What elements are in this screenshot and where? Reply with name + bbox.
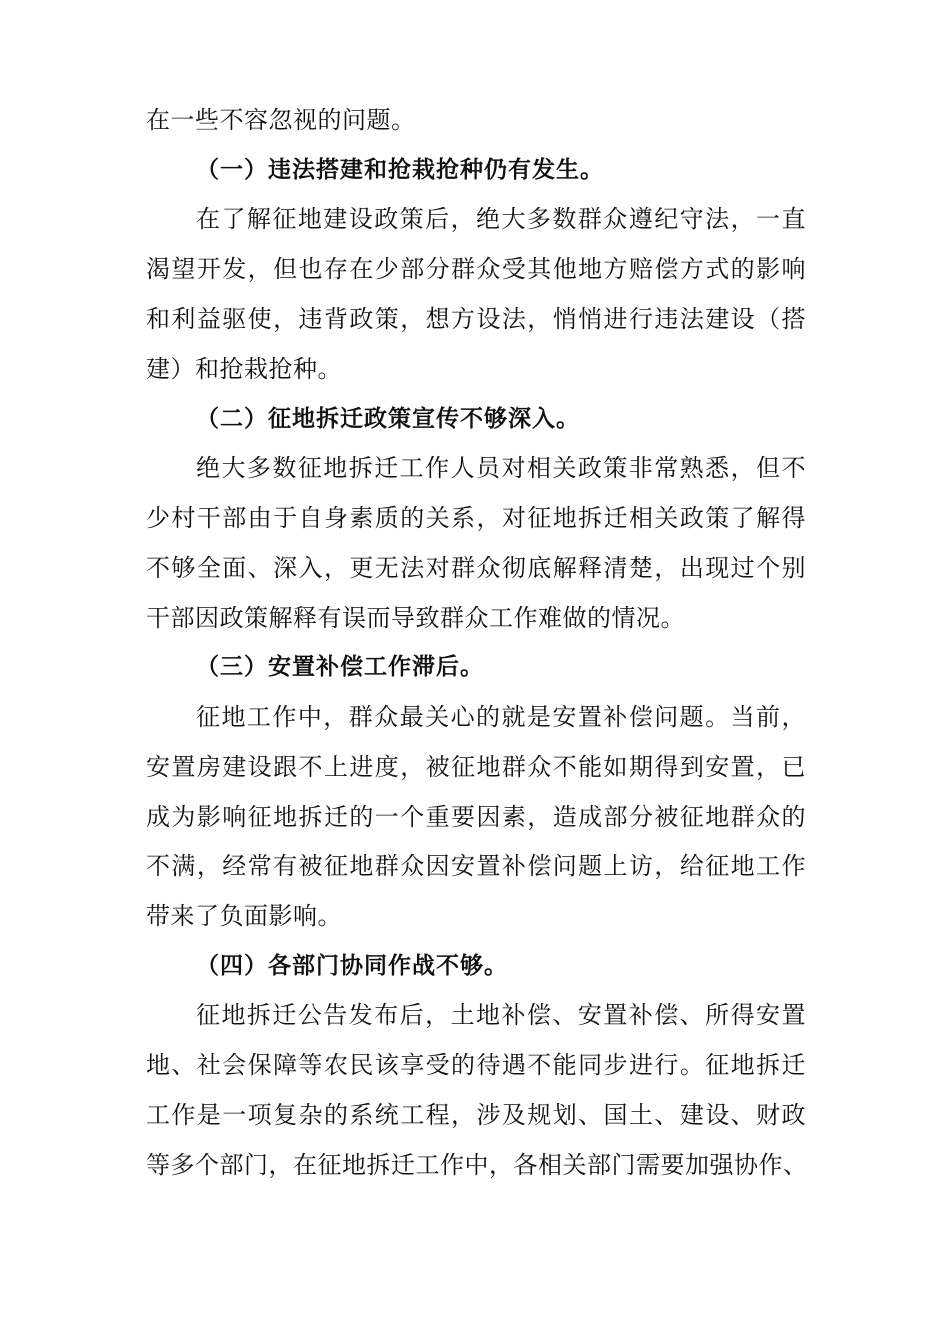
intro-tail-line: 在一些不容忽视的问题。 bbox=[146, 106, 416, 134]
section-1-line-1: 在了解征地建设政策后，绝大多数群众遵纪守法，一直 bbox=[196, 205, 806, 233]
section-2-line-1: 绝大多数征地拆迁工作人员对相关政策非常熟悉，但不 bbox=[196, 454, 806, 482]
section-2-line-3: 不够全面、深入，更无法对群众彻底解释清楚，出现过个别 bbox=[146, 554, 806, 582]
section-1-line-4: 建）和抢栽抢种。 bbox=[146, 355, 342, 383]
section-3-heading: （三）安置补偿工作滞后。 bbox=[196, 654, 484, 680]
section-4-line-4: 等多个部门，在征地拆迁工作中，各相关部门需要加强协作、 bbox=[146, 1151, 808, 1179]
section-4-line-3: 工作是一项复杂的系统工程，涉及规划、国土、建设、财政 bbox=[146, 1101, 806, 1129]
section-3-line-4: 不满，经常有被征地群众因安置补偿问题上访，给征地工作 bbox=[146, 852, 806, 880]
section-2-line-2: 少村干部由于自身素质的关系，对征地拆迁相关政策了解得 bbox=[146, 504, 806, 532]
section-3-line-2: 安置房建设跟不上进度，被征地群众不能如期得到安置，已 bbox=[146, 753, 806, 781]
section-4-line-1: 征地拆迁公告发布后，土地补偿、安置补偿、所得安置 bbox=[196, 1001, 806, 1029]
section-4-line-2: 地、社会保障等农民该享受的待遇不能同步进行。征地拆迁 bbox=[146, 1051, 806, 1079]
section-1-line-3: 和利益驱使，违背政策，想方设法，悄悄进行违法建设（搭 bbox=[146, 305, 806, 333]
section-2-heading: （二）征地拆迁政策宣传不够深入。 bbox=[196, 406, 580, 432]
section-2-line-4: 干部因政策解释有误而导致群众工作难做的情况。 bbox=[146, 604, 685, 632]
section-3-line-1: 征地工作中，群众最关心的就是安置补偿问题。当前， bbox=[196, 703, 806, 731]
section-1-line-2: 渴望开发，但也存在少部分群众受其他地方赔偿方式的影响 bbox=[146, 255, 806, 283]
section-3-line-5: 带来了负面影响。 bbox=[146, 902, 342, 930]
section-4-heading: （四）各部门协同作战不够。 bbox=[196, 953, 508, 979]
section-1-heading: （一）违法搭建和抢栽抢种仍有发生。 bbox=[196, 157, 604, 183]
section-3-line-3: 成为影响征地拆迁的一个重要因素，造成部分被征地群众的 bbox=[146, 803, 806, 831]
